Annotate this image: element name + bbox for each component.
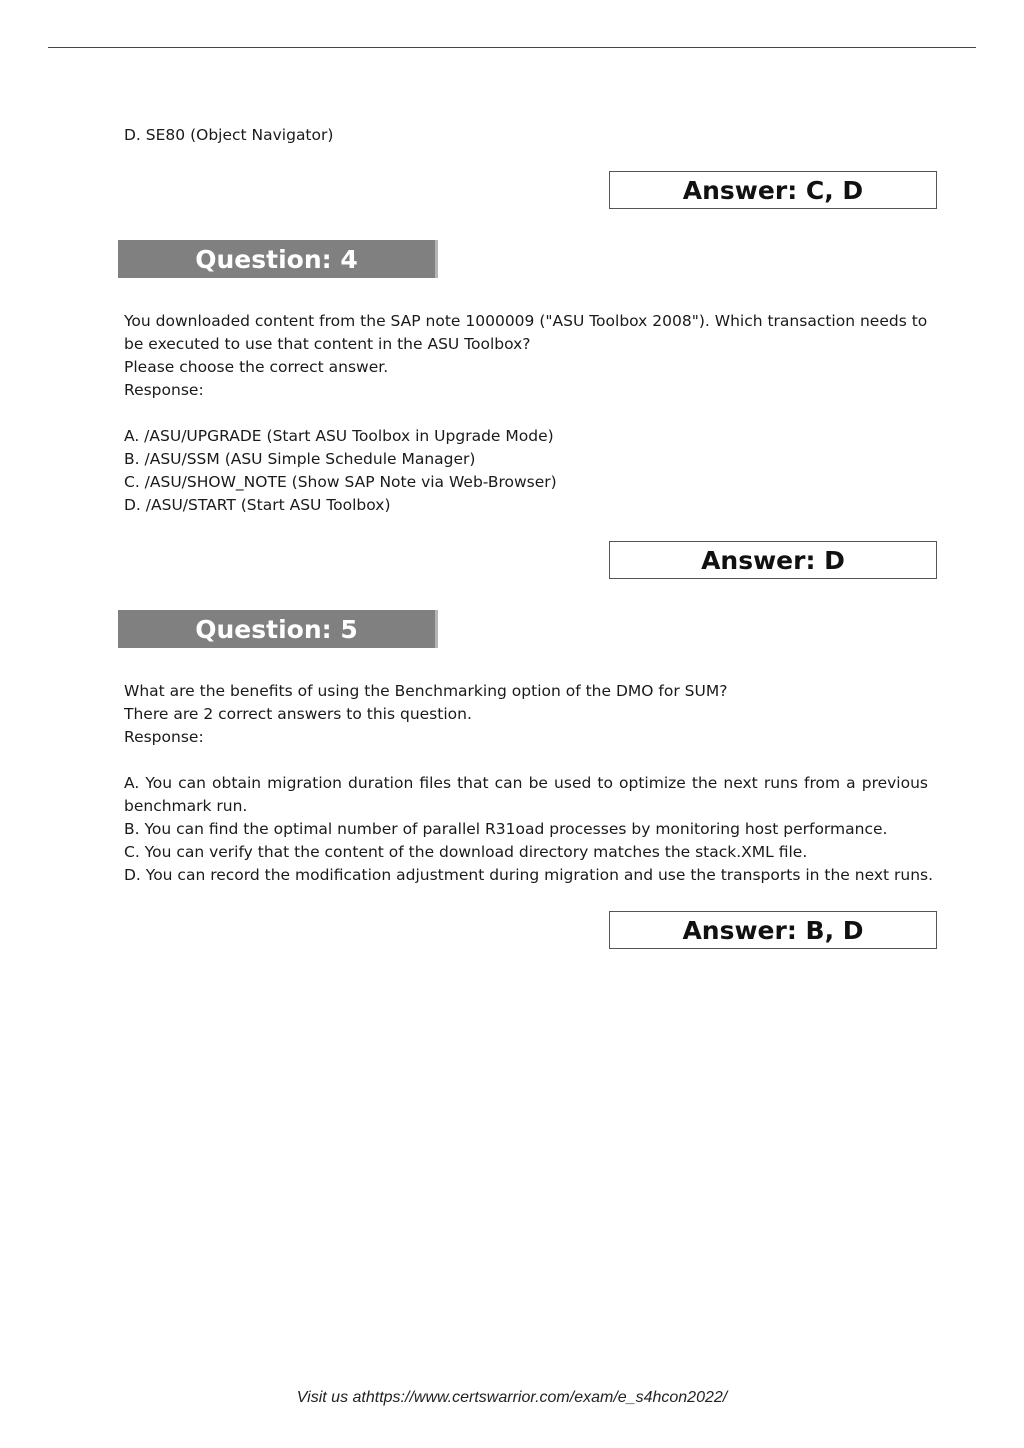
q4-instruction: Please choose the correct answer. (124, 358, 389, 376)
q4-option-d: D. /ASU/START (Start ASU Toolbox) (124, 496, 391, 514)
q4-question-line-2: be executed to use that content in the ASU Toolbox? (124, 335, 531, 353)
q3-option-d: D. SE80 (Object Navigator) (124, 126, 334, 144)
q4-response-label: Response: (124, 381, 204, 399)
q4-option-c: C. /ASU/SHOW_NOTE (Show SAP Note via Web-Browser) (124, 473, 557, 491)
q4-question-line-1: You downloaded content from the SAP note 1000009 ("ASU Toolbox 2008"). Which transaction needs to (124, 312, 928, 330)
q5-instruction: There are 2 correct answers to this question. (124, 705, 472, 723)
q5-heading: Question: 5 (118, 610, 438, 648)
q5-option-a: A. You can obtain migration duration files that can be used to optimize the next runs from a previous benchmark run. (124, 774, 928, 815)
footer-visit-link[interactable]: Visit us athttps://www.certswarrior.com/exam/e_s4hcon2022/ (296, 1389, 728, 1406)
q4-option-a: A. /ASU/UPGRADE (Start ASU Toolbox in Upgrade Mode) (124, 427, 554, 445)
q5-option-c: C. You can verify that the content of the download directory matches the stack.XML file. (124, 843, 808, 861)
q5-question-line-1: What are the benefits of using the Benchmarking option of the DMO for SUM? (124, 682, 728, 700)
q5-option-b: B. You can find the optimal number of parallel R31oad processes by monitoring host performance. (124, 820, 888, 838)
q3-answer-box: Answer: C, D (609, 171, 937, 209)
q4-option-b: B. /ASU/SSM (ASU Simple Schedule Manager) (124, 450, 476, 468)
q4-heading: Question: 4 (118, 240, 438, 278)
q5-response-label: Response: (124, 728, 204, 746)
q4-answer-box: Answer: D (609, 541, 937, 579)
q5-answer-box: Answer: B, D (609, 911, 937, 949)
top-divider (48, 47, 976, 48)
q5-option-d: D. You can record the modification adjustment during migration and use the transports in the next runs. (124, 866, 934, 884)
